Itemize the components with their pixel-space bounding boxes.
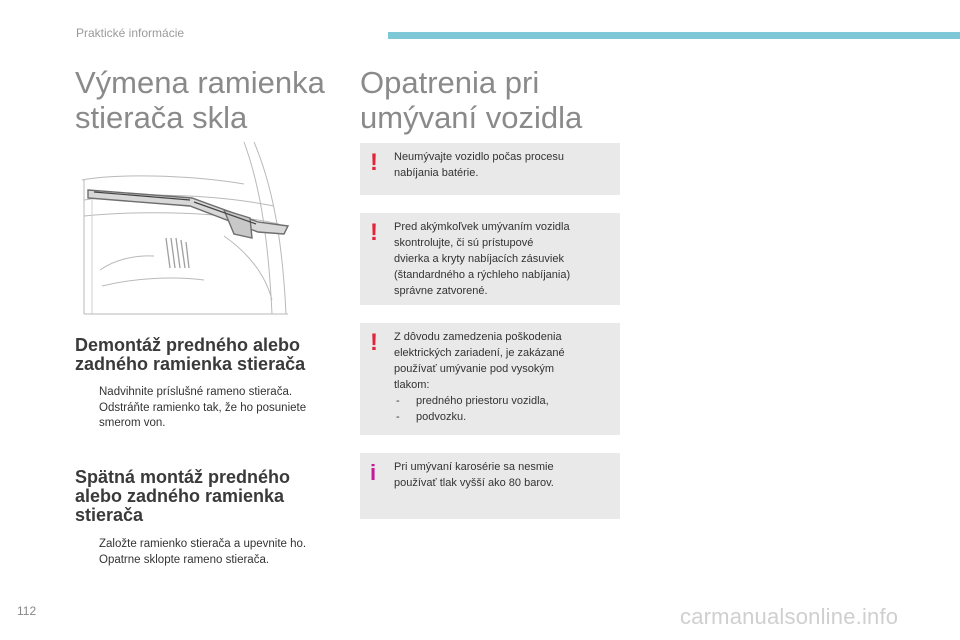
watermark: carmanualsonline.info [680,604,899,629]
warning-icon: ! [370,149,378,176]
warning-box-flaps [360,213,620,305]
warning-box-high-pressure [360,323,620,435]
text-line: Neumývajte vozidlo počas procesu [394,151,564,163]
section-removal-title-line-2: zadného ramienka stierača [75,354,306,374]
text-line: tlakom: [394,379,430,391]
header-accent-bar [388,32,960,39]
dash-item: - podvozku. [394,409,604,425]
step-text: Odstráňte ramienko tak, že ho posuniete [99,401,307,414]
left-title-line-2: stierača skla [75,100,248,135]
text-line: elektrických zariadení, je zakázané [394,347,565,359]
warning-text [394,149,604,181]
car-front-wiper-illustration [74,140,298,316]
right-page-title [360,65,640,135]
section-refit-title-line-2: alebo zadného ramienka [75,486,285,506]
warning-text [394,329,604,425]
text-line: správne zatvorené. [394,285,488,297]
text-line: používať tlak vyšší ako 80 barov. [394,477,554,489]
text-line: používať umývanie pod vysokým [394,363,555,375]
info-text [394,459,604,491]
step-text: Nadvihnite príslušné rameno stierača. [99,386,293,398]
info-box-pressure [360,453,620,519]
list-item [75,537,355,553]
info-icon: i [370,460,377,485]
section-refit-title-line-3: stierača [75,505,144,525]
text-line: dvierka a kryty nabíjacích zásuviek [394,253,564,265]
list-item [75,385,355,401]
warning-icon: ! [370,219,378,246]
text-line: skontrolujte, či sú prístupové [394,237,534,249]
list-item-continuation [75,416,355,432]
left-page-title [75,65,345,135]
page-number: 112 [17,604,37,618]
warning-text [394,219,604,299]
text-line: Pred akýmkoľvek umývaním vozidla [394,221,570,233]
warning-icon: ! [370,329,378,356]
text-line: Pri umývaní karosérie sa nesmie [394,461,554,473]
removal-steps [75,385,355,432]
left-title-line-1: Výmena ramienka [75,65,325,100]
section-refit [75,468,355,568]
section-removal-title-line-1: Demontáž predného alebo [75,335,301,355]
section-removal-title [75,336,355,374]
right-title-line-1: Opatrenia pri [360,65,540,100]
section-removal [75,336,355,432]
right-title-line-2: umývaní vozidla [360,100,583,135]
section-header: Praktické informácie [76,26,185,40]
list-item [75,401,355,417]
section-refit-title-line-1: Spätná montáž predného [75,467,291,487]
text-line: Z dôvodu zamedzenia poškodenia [394,331,562,343]
warning-box-charging [360,143,620,195]
refit-steps [75,537,355,568]
text-line: nabíjania batérie. [394,167,479,179]
text-line: (štandardného a rýchleho nabíjania) [394,269,571,281]
step-text: Opatrne sklopte rameno stierača. [99,553,270,566]
dash-item: - predného priestoru vozidla, [394,393,604,409]
list-item [75,553,355,569]
step-text: smerom von. [99,417,166,429]
section-refit-title [75,468,355,525]
step-text: Založte ramienko stierača a upevnite ho. [99,538,307,550]
